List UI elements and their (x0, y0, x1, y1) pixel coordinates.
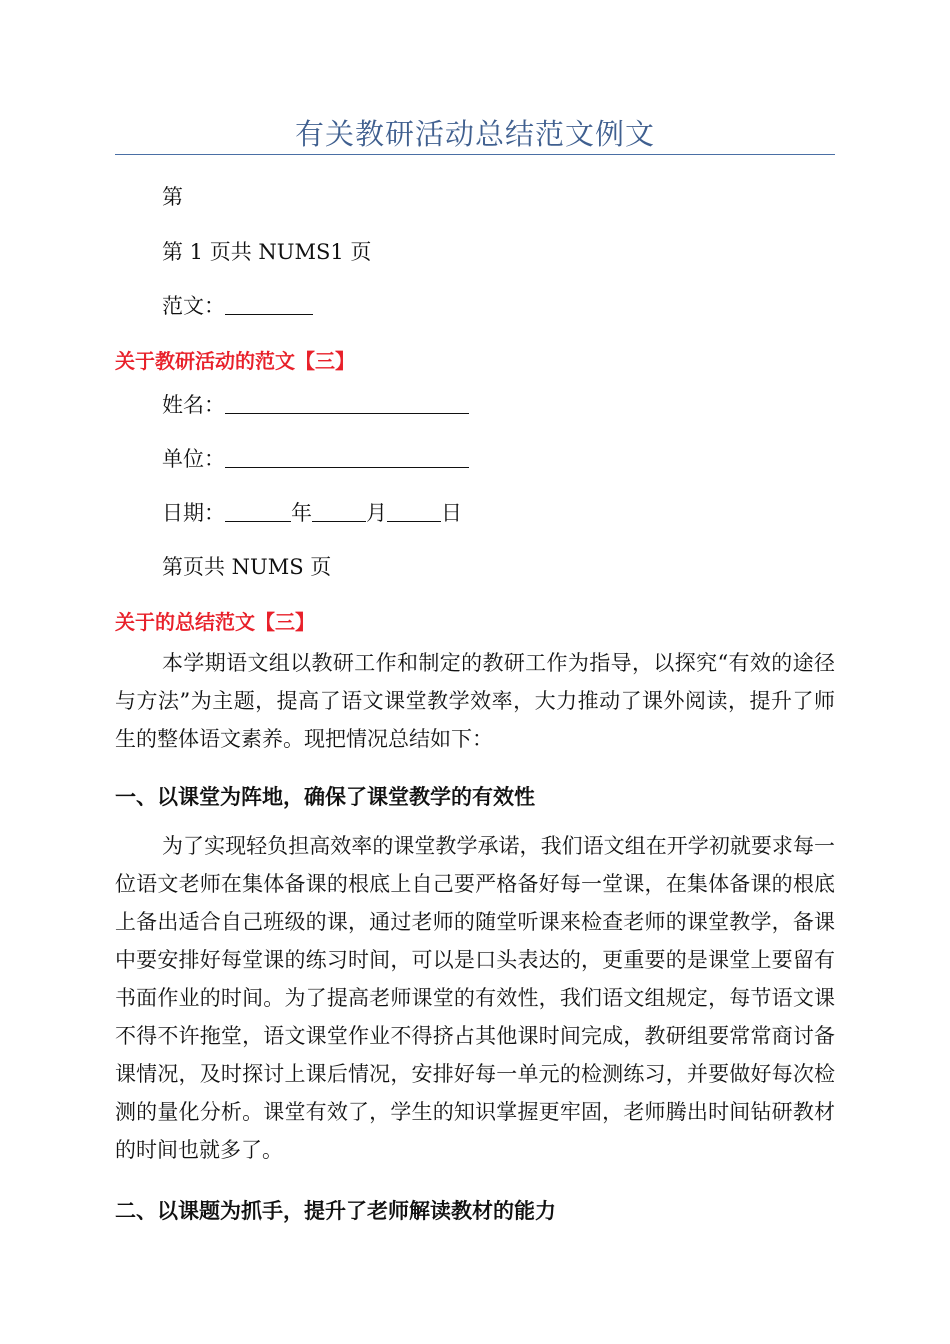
unit-line (162, 443, 469, 473)
unit-blank (225, 466, 469, 468)
title-underline (115, 154, 835, 155)
heading-one: 一、以课堂为阵地，确保了课堂教学的有效性 (115, 785, 535, 809)
fanwen-line (162, 290, 313, 320)
cover-page-count: 第 1 页共 NUMS1 页 (162, 240, 372, 264)
cover-line-1: 第 (162, 185, 183, 209)
intro-paragraph: 本学期语文组以教研工作和制定的教研工作为指导，以探究“有效的途径与方法”为主题，提高了语文课堂教学效率，大力推动了课外阅读，提升了师生的整体语文素养。现把情况总结如下： (115, 651, 835, 751)
day-label: 日 (441, 501, 462, 525)
year-blank (225, 520, 291, 522)
section-heading-summary: 关于的总结范文【三】 (115, 610, 315, 634)
section-heading-fanwen: 关于教研活动的范文【三】 (115, 349, 355, 373)
paragraph-one: 为了实现轻负担高效率的课堂教学承诺，我们语文组在开学初就要求每一位语文老师在集体备课的根底上自己要严格备好每一堂课，在集体备课的根底上备出适合自己班级的课，通过老师的随堂听课来检查老师的课堂教学，备课中要安排好每堂课的练习时间，可以是口头表达的，更重要的是课堂上要留有书面作业的时间。为了提高老师课堂的有效性，我们语文组规定，每节语文课不得不许拖堂，语文课堂作业不得挤占其他课时间完成，教研组要常常商讨备课情况，及时探讨上课后情况，安排好每一单元的检测练习，并要做好每次检测的量化分析。课堂有效了，学生的知识掌握更牢固，老师腾出时间钻研教材的时间也就多了。 (115, 834, 835, 1162)
date-label: 日期： (162, 501, 225, 525)
unit-label: 单位： (162, 447, 225, 471)
fanwen-label: 范文： (162, 294, 225, 318)
month-blank (312, 520, 366, 522)
day-blank (387, 520, 441, 522)
date-line (162, 497, 462, 527)
name-blank (225, 412, 469, 414)
year-label: 年 (291, 501, 312, 525)
heading-two: 二、以课题为抓手，提升了老师解读教材的能力 (115, 1199, 556, 1223)
name-label: 姓名： (162, 393, 225, 417)
name-line (162, 389, 469, 419)
document-title: 有关教研活动总结范文例文 (294, 117, 655, 151)
month-label: 月 (366, 501, 387, 525)
fanwen-blank (225, 313, 313, 315)
page-count-line: 第页共 NUMS 页 (162, 555, 332, 579)
